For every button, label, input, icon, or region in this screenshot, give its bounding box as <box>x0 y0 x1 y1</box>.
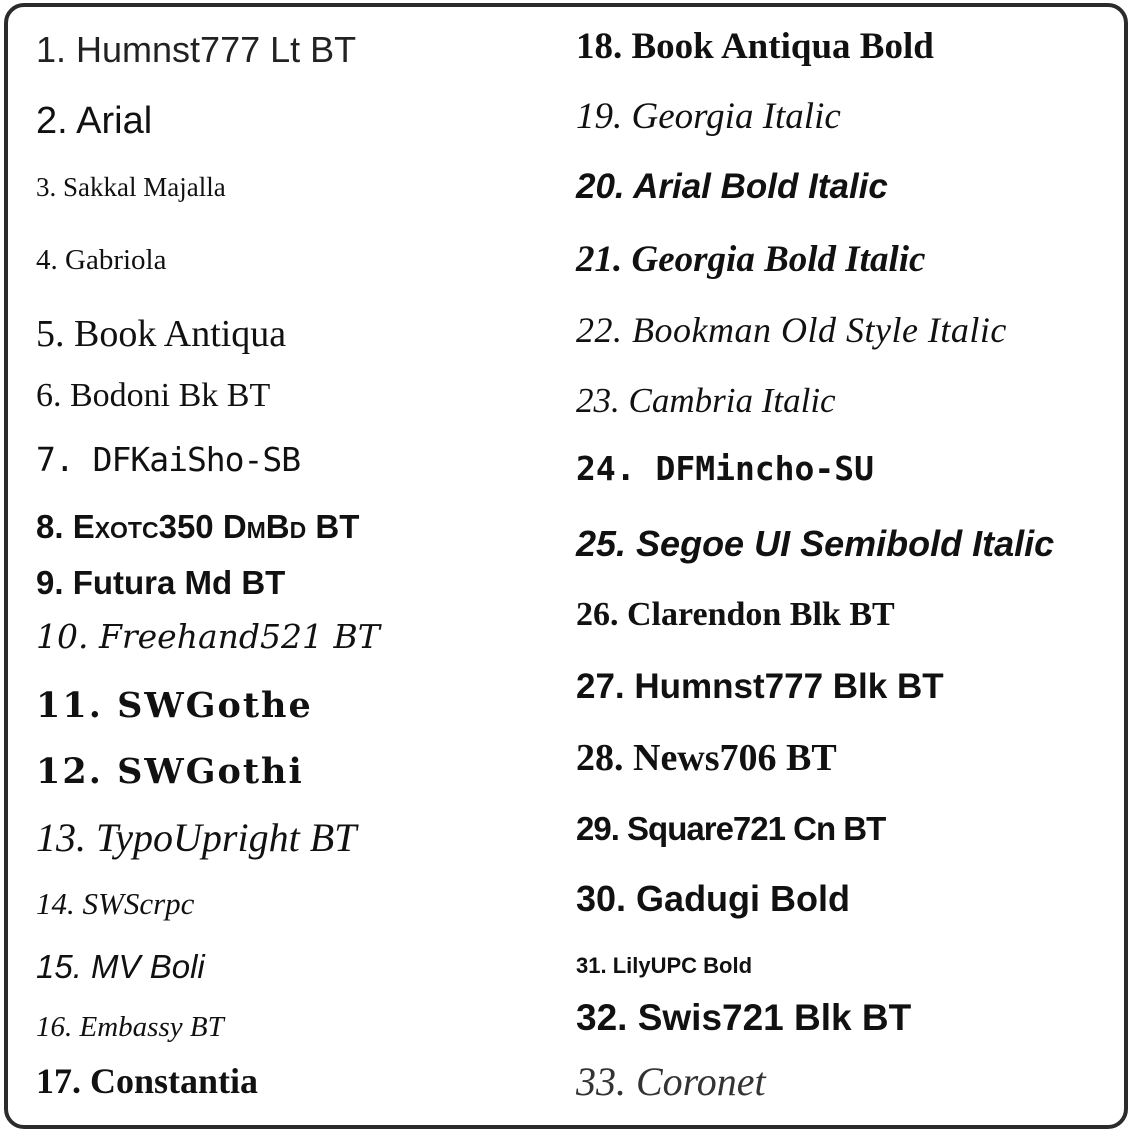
font-sample-18: 18. Book Antiqua Bold <box>576 26 934 67</box>
font-sample-19: 19. Georgia Italic <box>576 96 841 137</box>
font-sample-12: 12. SWGothi <box>36 751 304 792</box>
font-sample-5: 5. Book Antiqua <box>36 313 287 355</box>
font-sample-20: 20. Arial Bold Italic <box>576 167 888 206</box>
font-sample-23: 23. Cambria Italic <box>576 381 836 420</box>
font-sample-31: 31. LilyUPC Bold <box>576 953 753 978</box>
font-sample-13: 13. TypoUpright BT <box>36 815 357 860</box>
font-sample-3: 3. Sakkal Majalla <box>36 172 226 202</box>
font-sample-1: 1. Humnst777 Lt BT <box>36 29 357 70</box>
font-sample-16: 16. Embassy BT <box>36 1011 224 1043</box>
font-sample-22: 22. Bookman Old Style Italic <box>576 310 1007 350</box>
font-sample-4: 4. Gabriola <box>36 244 167 276</box>
font-sample-24: 24. DFMincho-SU <box>576 449 875 488</box>
font-sample-11: 11. SWGothe <box>36 685 313 726</box>
font-sample-26: 26. Clarendon Blk BT <box>576 596 895 633</box>
font-sample-33: 33. Coronet <box>576 1059 766 1104</box>
font-sample-32: 32. Swis721 Blk BT <box>576 997 912 1038</box>
font-sample-29: 29. Square721 Cn BT <box>576 810 886 847</box>
font-sample-15: 15. MV Boli <box>36 948 205 985</box>
font-sample-17: 17. Constantia <box>36 1061 259 1101</box>
font-sample-30: 30. Gadugi Bold <box>576 878 851 919</box>
font-sample-10: 10. Freehand521 BT <box>36 617 380 656</box>
font-sample-2: 2. Arial <box>36 100 153 142</box>
font-sample-6: 6. Bodoni Bk BT <box>36 377 271 414</box>
font-sample-14: 14. SWScrpc <box>36 886 195 921</box>
font-sample-25: 25. Segoe UI Semibold Italic <box>576 523 1055 564</box>
font-sample-7: 7. DFKaiSho-SB <box>36 440 301 479</box>
font-sample-21: 21. Georgia Bold Italic <box>576 239 926 280</box>
font-sample-8: 8. Exotc350 DmBd BT <box>36 508 360 545</box>
font-sample-27: 27. Humnst777 Blk BT <box>576 667 944 706</box>
font-sample-9: 9. Futura Md BT <box>36 564 286 601</box>
font-sample-28: 28. News706 BT <box>576 737 837 779</box>
